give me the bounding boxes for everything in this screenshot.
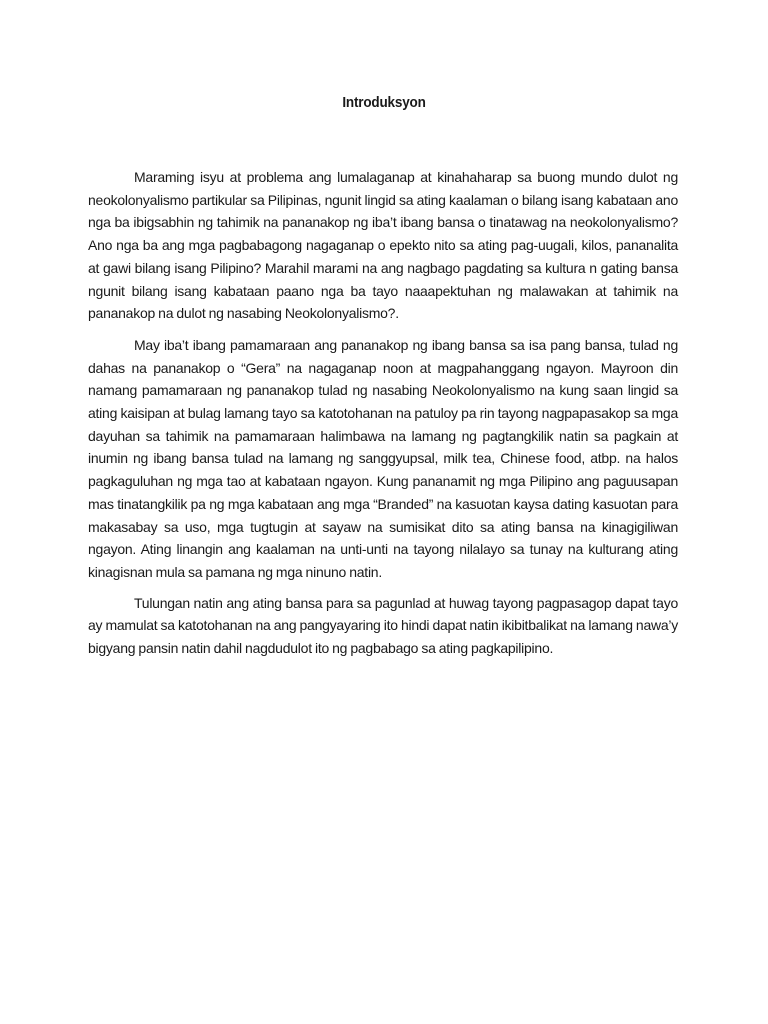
document-title: Introduksyon [342, 94, 426, 111]
paragraph-1: Maraming isyu at problema ang lumalaganap at kinahaharap sa buong mundo dulot ng neokolonyalismo partikular sa Pilipinas, ngunit lingid sa ating kaalaman o bilang isang kabataan ano nga ba ibigsabhin ng tahimik na pananakop ng iba’t ibang bansa o tinatawag na neokolonyalismo? Ano nga ba ang mga pagbabagong nagaganap o epekto nito sa ating pag-uugali, kilos, pananalita at gawi bilang isang Pilipino? Marahil marami na ang nagbago pagdating sa kultura n gating bansa ngunit bilang isang kabataan paano nga ba tayo naaapektuhan ng malawakan at tahimik na pananakop na dulot ng nasabing Neokolonyalismo?. [88, 169, 678, 322]
paragraph-2: May iba’t ibang pamamaraan ang pananakop ng ibang bansa sa isa pang bansa, tulad ng dahas na pananakop o “Gera” na nagaganap noon at magpahanggang ngayon. Mayroon din namang pamamaraan ng pananakop tulad ng nasabing Neokolonyalismo na kung saan lingid sa ating kaisipan at bulag lamang tayo sa katotohanan na patuloy pa rin tayong nagpapasakop sa mga dayuhan sa tahimik na pamamaraan halimbawa na lamang ng pagtangkilik natin sa pagkain at inumin ng ibang bansa tulad na lamang ng sanggyupsal, milk tea, Chinese food, atbp. na halos pagkaguluhan ng mga tao at kabataan ngayon. Kung pananamit ng mga Pilipino ang paguusapan mas tinatangkilik pa ng mga kabataan ang mga “Branded” na kasuotan kaysa dating kasuotan para makasabay sa uso, mga tugtugin at sayaw na sumisikat dito sa ating bansa na kinagigiliwan ngayon. Ating linangin ang kaalaman na unti-unti na tayong nilalayo sa tunay na kulturang ating kinagisnan mula sa pamana ng mga ninuno natin. [88, 336, 678, 580]
paragraph-3: Tulungan natin ang ating bansa para sa pagunlad at huwag tayong pagpasagop dapat tayo ay mamulat sa katotohanan na ang pangyayaring ito hindi dapat natin ikibitbalikat na lamang nawa’y bigyang pansin natin dahil nagdudulot ito ng pagbabago sa ating pagkapilipino. [88, 594, 678, 657]
document-body [88, 166, 678, 670]
